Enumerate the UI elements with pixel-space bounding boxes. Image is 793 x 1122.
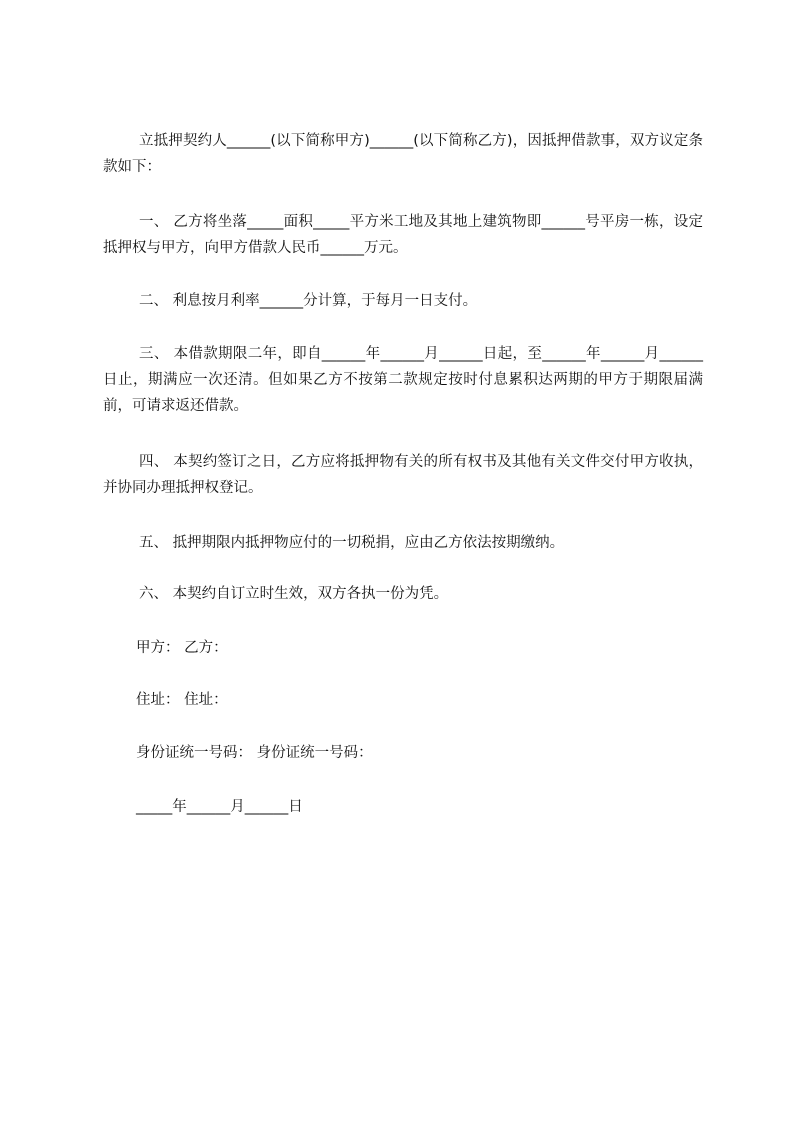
clause-2: 二、 利息按月利率______分计算，于每月一日支付。: [139, 293, 478, 309]
signature-address: 住址： 住址：: [136, 692, 228, 708]
signature-parties: 甲方： 乙方：: [136, 640, 228, 656]
clause-4: 四、 本契约签订之日，乙方应将抵押物有关的所有权书及其他有关文件交付甲方收执，并协同办理抵押权登记。: [103, 454, 703, 496]
clause-3: 三、 本借款期限二年，即自______年______月______日起，至______年______月______日止，期满应一次还清。但如果乙方不按第二款规定按时付息累积达两期的甲方于期限届满前，可请求返还借款。: [103, 346, 703, 414]
intro-paragraph: 立抵押契约人______(以下简称甲方)______(以下简称乙方)，因抵押借款事，双方议定条款如下：: [103, 133, 703, 175]
clause-5: 五、 抵押期限内抵押物应付的一切税捐，应由乙方依法按期缴纳。: [139, 535, 565, 551]
clause-1: 一、 乙方将坐落_____面积_____平方米工地及其地上建筑物即______号平房一栋，设定抵押权与甲方，向甲方借款人民币______万元。: [103, 214, 703, 256]
signature-date: _____年______月______日: [136, 799, 303, 815]
clause-6: 六、 本契约自订立时生效，双方各执一份为凭。: [139, 586, 449, 602]
signature-id-number: 身份证统一号码： 身份证统一号码：: [136, 745, 373, 761]
